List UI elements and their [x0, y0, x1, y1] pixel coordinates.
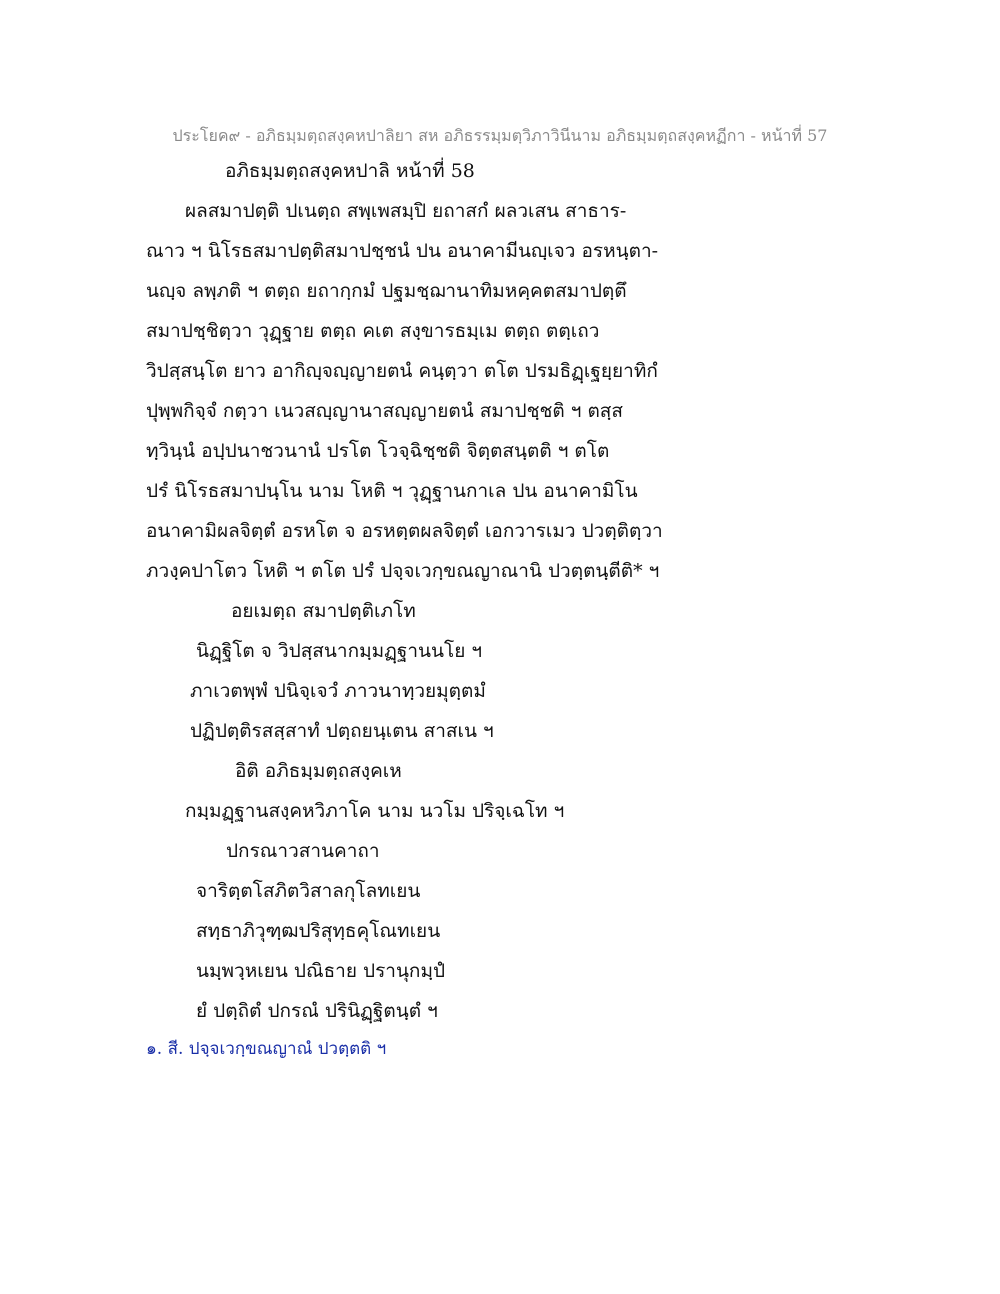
footnote: ๑. สี. ปจฺจเวกฺขณญาณํ ปวตฺตติ ฯ: [146, 1039, 387, 1059]
colophon-line: อิติ อภิธมฺมตฺถสงฺคเห: [235, 760, 402, 782]
body-line: ปรํ นิโรธสมาปนฺโน นาม โหติ ฯ วุฏฺฐานกาเล ปน อนาคามิโน: [146, 480, 638, 502]
running-header: ประโยค๙ - อภิธมฺมตฺถสงฺคหปาลิยา สห อภิธรรมฺมตฺวิภาวินีนาม อภิธมฺมตฺถสงฺคหฏีกา - หน้าที่ 57: [172, 126, 828, 145]
body-line: สมาปชฺชิตฺวา วุฏฺฐาย ตตฺถ คเต สงฺขารธมฺเม ตตฺถ ตตฺเถว: [146, 320, 600, 342]
page-heading: อภิธมฺมตฺถสงฺคหปาลิ หน้าที่ 58: [225, 160, 475, 182]
body-line: ณาว ฯ นิโรธสมาปตฺติสมาปชฺชนํ ปน อนาคามีนญฺเจว อรหนฺตา-: [146, 240, 659, 262]
body-line: ภวงฺคปาโตว โหติ ฯ ตโต ปรํ ปจฺจเวกฺขณญาณานิ ปวตฺตนฺตีติ* ฯ: [146, 560, 660, 582]
verse-line: ภาเวตพฺพํ ปนิจฺเจวํ ภาวนาทฺวยมุตฺตมํ: [190, 680, 486, 702]
verse-line: ปฏิปตฺติรสสฺสาทํ ปตฺถยนฺเตน สาสเน ฯ: [190, 720, 494, 742]
body-line: อนาคามิผลจิตฺตํ อรหโต จ อรหตฺตผลจิตฺตํ เอกวารเมว ปวตฺติตฺวา: [146, 520, 663, 542]
closing-verse: จาริตฺตโสภิตวิสาลกุโลทเยน: [196, 880, 421, 902]
closing-verse: สทฺธาภิวุฑฺฒปริสุทฺธคุโณทเยน: [196, 920, 441, 942]
closing-title: ปกรณาวสานคาถา: [226, 840, 380, 862]
verse-line: นิฏฺฐิโต จ วิปสฺสนากมฺมฏฺฐานนโย ฯ: [196, 640, 483, 662]
closing-verse: ยํ ปตฺถิตํ ปกรณํ ปรินิฏฺฐิตนฺตํ ฯ: [196, 1000, 438, 1022]
chapter-end-line: กมฺมฏฺฐานสงฺคหวิภาโค นาม นวโม ปริจฺเฉโท ฯ: [185, 800, 565, 822]
body-line: ปุพฺพกิจฺจํ กตฺวา เนวสญฺญานาสญฺญายตนํ สมาปชฺชติ ฯ ตสฺส: [146, 400, 623, 422]
closing-verse: นมฺพวฺหเยน ปณิธาย ปรานุกมฺปํ: [196, 960, 446, 982]
body-line: วิปสฺสนฺโต ยาว อากิญฺจญฺญายตนํ คนฺตฺวา ตโต ปรมธิฏฺเฐยฺยาทิกํ: [146, 360, 658, 382]
body-line: นญฺจ ลพฺภติ ฯ ตตฺถ ยถากฺกมํ ปฐมชฺฌานาทิมหคฺคตสมาปตฺตึ: [146, 280, 627, 302]
body-line: ผลสมาปตฺติ ปเนตฺถ สพฺเพสมฺปิ ยถาสกํ ผลวเสน สาธาร-: [185, 200, 627, 222]
body-line: ทฺวินฺนํ อปฺปนาชวนานํ ปรโต โวจฺฉิชฺชติ จิตฺตสนฺตติ ฯ ตโต: [146, 440, 610, 462]
section-title: อยเมตฺถ สมาปตฺติเภโท: [231, 600, 416, 622]
